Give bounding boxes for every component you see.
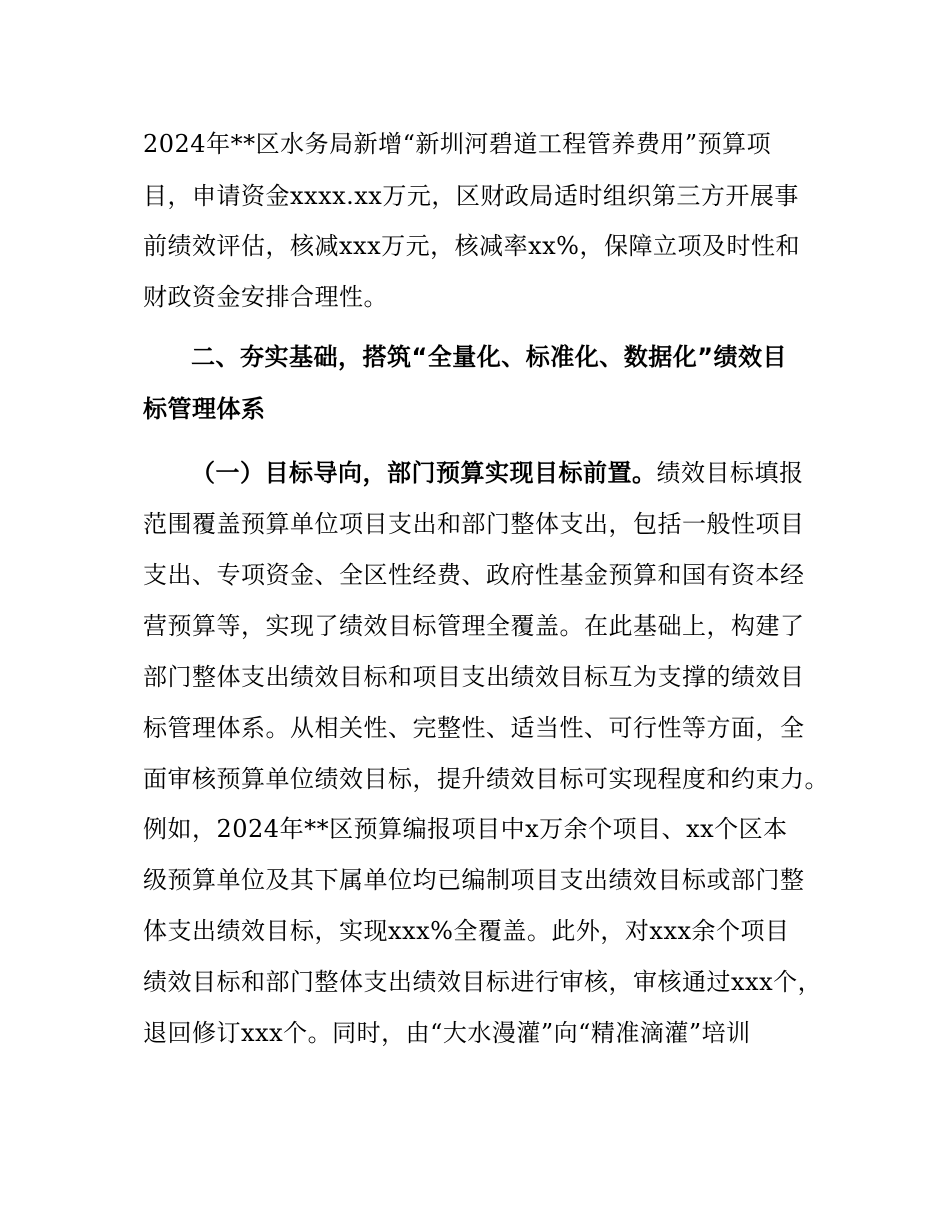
paragraph-2-line-7: 例如，2024年**区预算编报项目中x万余个项目、xx个区本 <box>143 815 788 843</box>
paragraph-2-line-8: 级预算单位及其下属单位均已编制项目支出绩效目标或部门整 <box>143 866 805 894</box>
paragraph-2-line-1: 范围覆盖预算单位项目支出和部门整体支出，包括一般性项目 <box>143 510 805 538</box>
paragraph-1-line-1: 2024年**区水务局新增“新圳河碧道工程管养费用”预算项 <box>143 130 772 158</box>
paragraph-1-line-4: 财政资金安排合理性。 <box>143 283 388 311</box>
section-heading-line-2: 标管理体系 <box>143 395 266 423</box>
paragraph-1-line-3: 前绩效评估，核减xxx万元，核减率xx%，保障立项及时性和 <box>143 232 800 260</box>
paragraph-2-line-5: 标管理体系。从相关性、完整性、适当性、可行性等方面，全 <box>143 714 805 742</box>
paragraph-2-line-2: 支出、专项资金、全区性经费、政府性基金预算和国有资本经 <box>143 561 805 589</box>
paragraph-2-line-11: 退回修订xxx个。同时，由“大水漫灌”向“精准滴灌”培训 <box>143 1019 751 1047</box>
subsection-first-line <box>191 457 804 489</box>
paragraph-2-line-4: 部门整体支出绩效目标和项目支出绩效目标互为支撑的绩效目 <box>143 663 805 691</box>
paragraph-2-line-9: 体支出绩效目标，实现xxx%全覆盖。此外，对xxx余个项目 <box>143 917 790 945</box>
paragraph-2-line-6: 面审核预算单位绩效目标，提升绩效目标可实现程度和约束力。 <box>143 765 829 793</box>
paragraph-2-line-10: 绩效目标和部门整体支出绩效目标进行审核，审核通过xxx个， <box>143 968 823 996</box>
subsection-title: （一）目标导向，部门预算实现目标前置。 <box>191 459 657 487</box>
paragraph-2-line-3: 营预算等，实现了绩效目标管理全覆盖。在此基础上，构建了 <box>143 612 805 640</box>
paragraph-1-line-2: 目，申请资金xxxx.xx万元，区财政局适时组织第三方开展事 <box>143 182 799 210</box>
subsection-first-line-rest: 绩效目标填报 <box>656 459 804 487</box>
section-heading-line-1: 二、夯实基础，搭筑“全量化、标准化、数据化”绩效目 <box>191 343 788 371</box>
